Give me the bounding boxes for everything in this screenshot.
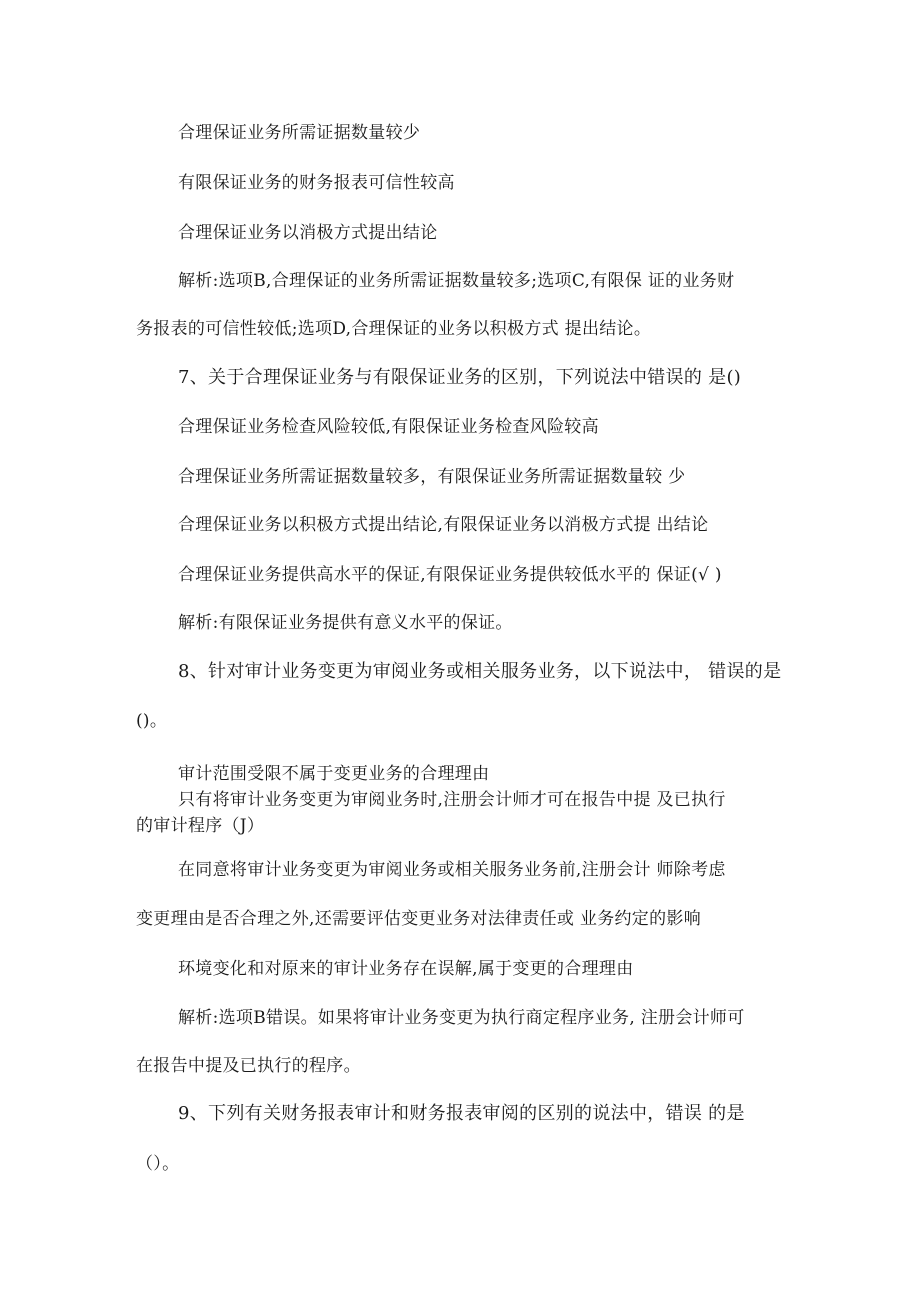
option-line: 合理保证业务以消极方式提出结论 — [178, 223, 438, 243]
option-line: 审计范围受限不属于变更业务的合理理由 — [178, 764, 490, 784]
question-8: 8、针对审计业务变更为审阅业务或相关服务业务，以下说法中， 错误的是 — [178, 661, 782, 682]
option-line: 的审计程序（J） — [136, 816, 265, 836]
analysis-line: 解析:选项B,合理保证的业务所需证据数量较多;选项C,有限保 证的业务财 — [178, 271, 735, 291]
option-line: 合理保证业务所需证据数量较少 — [178, 123, 421, 143]
option-line: 合理保证业务以积极方式提出结论,有限保证业务以消极方式提 出结论 — [178, 515, 709, 535]
option-line: 合理保证业务检查风险较低,有限保证业务检查风险较高 — [178, 417, 599, 437]
question-9: 9、下列有关财务报表审计和财务报表审阅的区别的说法中，错误 的是 — [178, 1103, 745, 1124]
option-line: 变更理由是否合理之外,还需要评估变更业务对法律责任或 业务约定的影响 — [136, 909, 702, 929]
option-line: 合理保证业务提供高水平的保证,有限保证业务提供较低水平的 保证(√ ) — [178, 565, 722, 585]
analysis-line: 解析:选项B错误。如果将审计业务变更为执行商定程序业务, 注册会计师可 — [178, 1008, 745, 1028]
option-line: 环境变化和对原来的审计业务存在误解,属于变更的合理理由 — [178, 959, 634, 979]
analysis-line: 在报告中提及已执行的程序。 — [136, 1056, 361, 1076]
question-9-continuation: （）。 — [136, 1154, 180, 1174]
option-line: 在同意将审计业务变更为审阅业务或相关服务业务前,注册会计 师除考虑 — [178, 860, 726, 880]
option-line: 有限保证业务的财务报表可信性较高 — [178, 173, 455, 193]
analysis-line: 解析:有限保证业务提供有意义水平的保证。 — [178, 613, 513, 633]
question-7: 7、关于合理保证业务与有限保证业务的区别，下列说法中错误的 是() — [178, 367, 742, 388]
analysis-line: 务报表的可信性较低;选项D,合理保证的业务以积极方式 提出结论。 — [136, 319, 652, 339]
option-line: 只有将审计业务变更为审阅业务时,注册会计师才可在报告中提 及已执行 — [178, 790, 726, 810]
question-8-continuation: ()。 — [136, 711, 168, 731]
option-line: 合理保证业务所需证据数量较多，有限保证业务所需证据数量较 少 — [178, 467, 686, 487]
